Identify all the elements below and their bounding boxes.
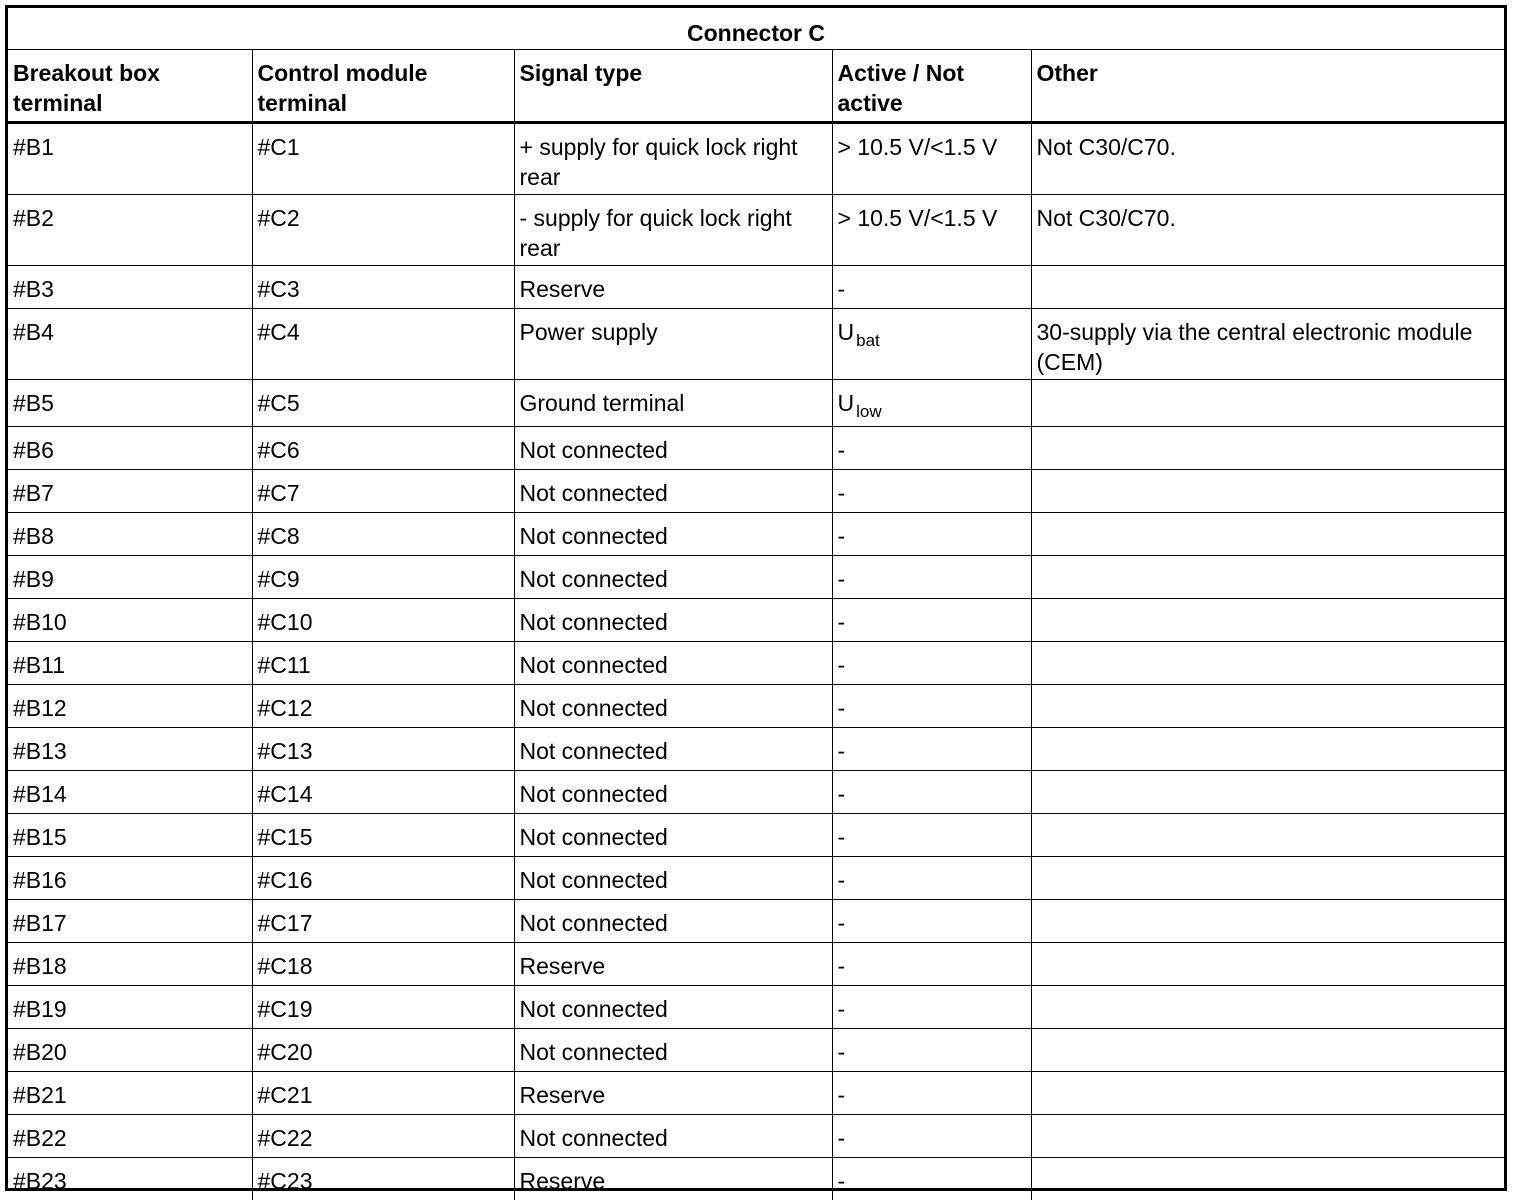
breakout-terminal-cell: #B14 [8, 771, 252, 814]
breakout-terminal-cell: #B20 [8, 1029, 252, 1072]
signal-type-cell: Not connected [514, 771, 832, 814]
signal-type-cell: Not connected [514, 642, 832, 685]
active-state-cell [832, 309, 1031, 380]
table-body [8, 123, 1504, 1200]
active-state-cell: - [832, 427, 1031, 470]
active-state-cell: - [832, 685, 1031, 728]
active-state-cell: - [832, 599, 1031, 642]
breakout-terminal-cell: #B13 [8, 728, 252, 771]
signal-type-cell: - supply for quick lock right rear [514, 195, 832, 266]
breakout-terminal-cell: #B11 [8, 642, 252, 685]
control-terminal-cell: #C19 [252, 986, 514, 1029]
signal-type-cell: + supply for quick lock right rear [514, 123, 832, 195]
active-value-subscript: bat [856, 331, 880, 350]
header-breakout-box-terminal: Breakout box terminal [8, 50, 252, 123]
other-cell [1031, 943, 1504, 986]
table-row [8, 900, 1504, 943]
breakout-terminal-cell: #B9 [8, 556, 252, 599]
control-terminal-cell: #C18 [252, 943, 514, 986]
active-value: U [838, 319, 855, 345]
control-terminal-cell: #C22 [252, 1115, 514, 1158]
other-cell [1031, 642, 1504, 685]
header-other: Other [1031, 50, 1504, 123]
control-terminal-cell: #C8 [252, 513, 514, 556]
breakout-terminal-cell: #B2 [8, 195, 252, 266]
other-cell [1031, 986, 1504, 1029]
other-cell: Not C30/C70. [1031, 195, 1504, 266]
breakout-terminal-cell: #B15 [8, 814, 252, 857]
other-cell: 30-supply via the central electronic module (CEM) [1031, 309, 1504, 380]
active-state-cell: > 10.5 V/<1.5 V [832, 123, 1031, 195]
other-cell: Not C30/C70. [1031, 123, 1504, 195]
other-cell [1031, 599, 1504, 642]
signal-type-cell: Not connected [514, 814, 832, 857]
control-terminal-cell: #C5 [252, 380, 514, 427]
signal-type-cell: Not connected [514, 427, 832, 470]
breakout-terminal-cell: #B18 [8, 943, 252, 986]
table-row [8, 943, 1504, 986]
header-signal-type: Signal type [514, 50, 832, 123]
control-terminal-cell: #C11 [252, 642, 514, 685]
signal-type-cell: Not connected [514, 1115, 832, 1158]
other-cell [1031, 380, 1504, 427]
table-row [8, 427, 1504, 470]
breakout-terminal-cell: #B4 [8, 309, 252, 380]
active-state-cell: - [832, 771, 1031, 814]
breakout-terminal-cell: #B3 [8, 266, 252, 309]
other-cell [1031, 1158, 1504, 1200]
table-row [8, 195, 1504, 266]
table-row [8, 1115, 1504, 1158]
active-state-cell: - [832, 556, 1031, 599]
breakout-terminal-cell: #B6 [8, 427, 252, 470]
signal-type-cell: Not connected [514, 857, 832, 900]
other-cell [1031, 900, 1504, 943]
breakout-terminal-cell: #B17 [8, 900, 252, 943]
table-row [8, 599, 1504, 642]
signal-type-cell: Reserve [514, 1072, 832, 1115]
table-row [8, 123, 1504, 195]
active-state-cell: - [832, 642, 1031, 685]
active-state-cell: - [832, 814, 1031, 857]
control-terminal-cell: #C16 [252, 857, 514, 900]
breakout-terminal-cell: #B10 [8, 599, 252, 642]
control-terminal-cell: #C23 [252, 1158, 514, 1200]
signal-type-cell: Not connected [514, 900, 832, 943]
active-state-cell: - [832, 470, 1031, 513]
active-state-cell: - [832, 1072, 1031, 1115]
table-row [8, 1158, 1504, 1200]
header-control-module-terminal: Control module terminal [252, 50, 514, 123]
signal-type-cell: Not connected [514, 470, 832, 513]
other-cell [1031, 556, 1504, 599]
control-terminal-cell: #C14 [252, 771, 514, 814]
other-cell [1031, 427, 1504, 470]
active-state-cell [832, 380, 1031, 427]
other-cell [1031, 857, 1504, 900]
connector-table-frame [5, 5, 1507, 1191]
breakout-terminal-cell: #B5 [8, 380, 252, 427]
active-state-cell: - [832, 1158, 1031, 1200]
other-cell [1031, 1115, 1504, 1158]
control-terminal-cell: #C20 [252, 1029, 514, 1072]
control-terminal-cell: #C3 [252, 266, 514, 309]
other-cell [1031, 1029, 1504, 1072]
signal-type-cell: Reserve [514, 266, 832, 309]
connector-c-table [8, 8, 1504, 1200]
active-state-cell: - [832, 900, 1031, 943]
active-state-cell: - [832, 943, 1031, 986]
signal-type-cell: Not connected [514, 599, 832, 642]
active-state-cell: - [832, 1115, 1031, 1158]
control-terminal-cell: #C4 [252, 309, 514, 380]
table-row [8, 1029, 1504, 1072]
signal-type-cell: Reserve [514, 1158, 832, 1200]
signal-type-cell: Not connected [514, 1029, 832, 1072]
active-value: U [838, 390, 855, 416]
active-state-cell: - [832, 728, 1031, 771]
active-state-cell: > 10.5 V/<1.5 V [832, 195, 1031, 266]
breakout-terminal-cell: #B23 [8, 1158, 252, 1200]
signal-type-cell: Not connected [514, 513, 832, 556]
signal-type-cell: Not connected [514, 986, 832, 1029]
table-row [8, 556, 1504, 599]
other-cell [1031, 1072, 1504, 1115]
other-cell [1031, 685, 1504, 728]
table-row [8, 513, 1504, 556]
control-terminal-cell: #C13 [252, 728, 514, 771]
table-row [8, 470, 1504, 513]
table-row [8, 814, 1504, 857]
signal-type-cell: Not connected [514, 728, 832, 771]
control-terminal-cell: #C21 [252, 1072, 514, 1115]
control-terminal-cell: #C12 [252, 685, 514, 728]
control-terminal-cell: #C9 [252, 556, 514, 599]
active-state-cell: - [832, 857, 1031, 900]
table-title: Connector C [8, 8, 1504, 50]
breakout-terminal-cell: #B8 [8, 513, 252, 556]
active-state-cell: - [832, 513, 1031, 556]
table-row [8, 728, 1504, 771]
breakout-terminal-cell: #B19 [8, 986, 252, 1029]
control-terminal-cell: #C17 [252, 900, 514, 943]
other-cell [1031, 771, 1504, 814]
breakout-terminal-cell: #B16 [8, 857, 252, 900]
control-terminal-cell: #C10 [252, 599, 514, 642]
breakout-terminal-cell: #B22 [8, 1115, 252, 1158]
breakout-terminal-cell: #B1 [8, 123, 252, 195]
other-cell [1031, 470, 1504, 513]
table-row [8, 642, 1504, 685]
control-terminal-cell: #C7 [252, 470, 514, 513]
control-terminal-cell: #C1 [252, 123, 514, 195]
other-cell [1031, 814, 1504, 857]
active-state-cell: - [832, 1029, 1031, 1072]
control-terminal-cell: #C6 [252, 427, 514, 470]
table-row [8, 986, 1504, 1029]
table-row [8, 771, 1504, 814]
signal-type-cell: Reserve [514, 943, 832, 986]
table-row [8, 857, 1504, 900]
signal-type-cell: Not connected [514, 556, 832, 599]
table-row [8, 380, 1504, 427]
other-cell [1031, 513, 1504, 556]
other-cell [1031, 728, 1504, 771]
control-terminal-cell: #C2 [252, 195, 514, 266]
signal-type-cell: Not connected [514, 685, 832, 728]
signal-type-cell: Ground terminal [514, 380, 832, 427]
table-row [8, 309, 1504, 380]
table-row [8, 266, 1504, 309]
breakout-terminal-cell: #B21 [8, 1072, 252, 1115]
active-state-cell: - [832, 986, 1031, 1029]
control-terminal-cell: #C15 [252, 814, 514, 857]
breakout-terminal-cell: #B12 [8, 685, 252, 728]
breakout-terminal-cell: #B7 [8, 470, 252, 513]
header-active-not-active: Active / Not active [832, 50, 1031, 123]
active-value-subscript: low [856, 402, 882, 421]
signal-type-cell: Power supply [514, 309, 832, 380]
other-cell [1031, 266, 1504, 309]
active-state-cell: - [832, 266, 1031, 309]
table-row [8, 685, 1504, 728]
table-row [8, 1072, 1504, 1115]
